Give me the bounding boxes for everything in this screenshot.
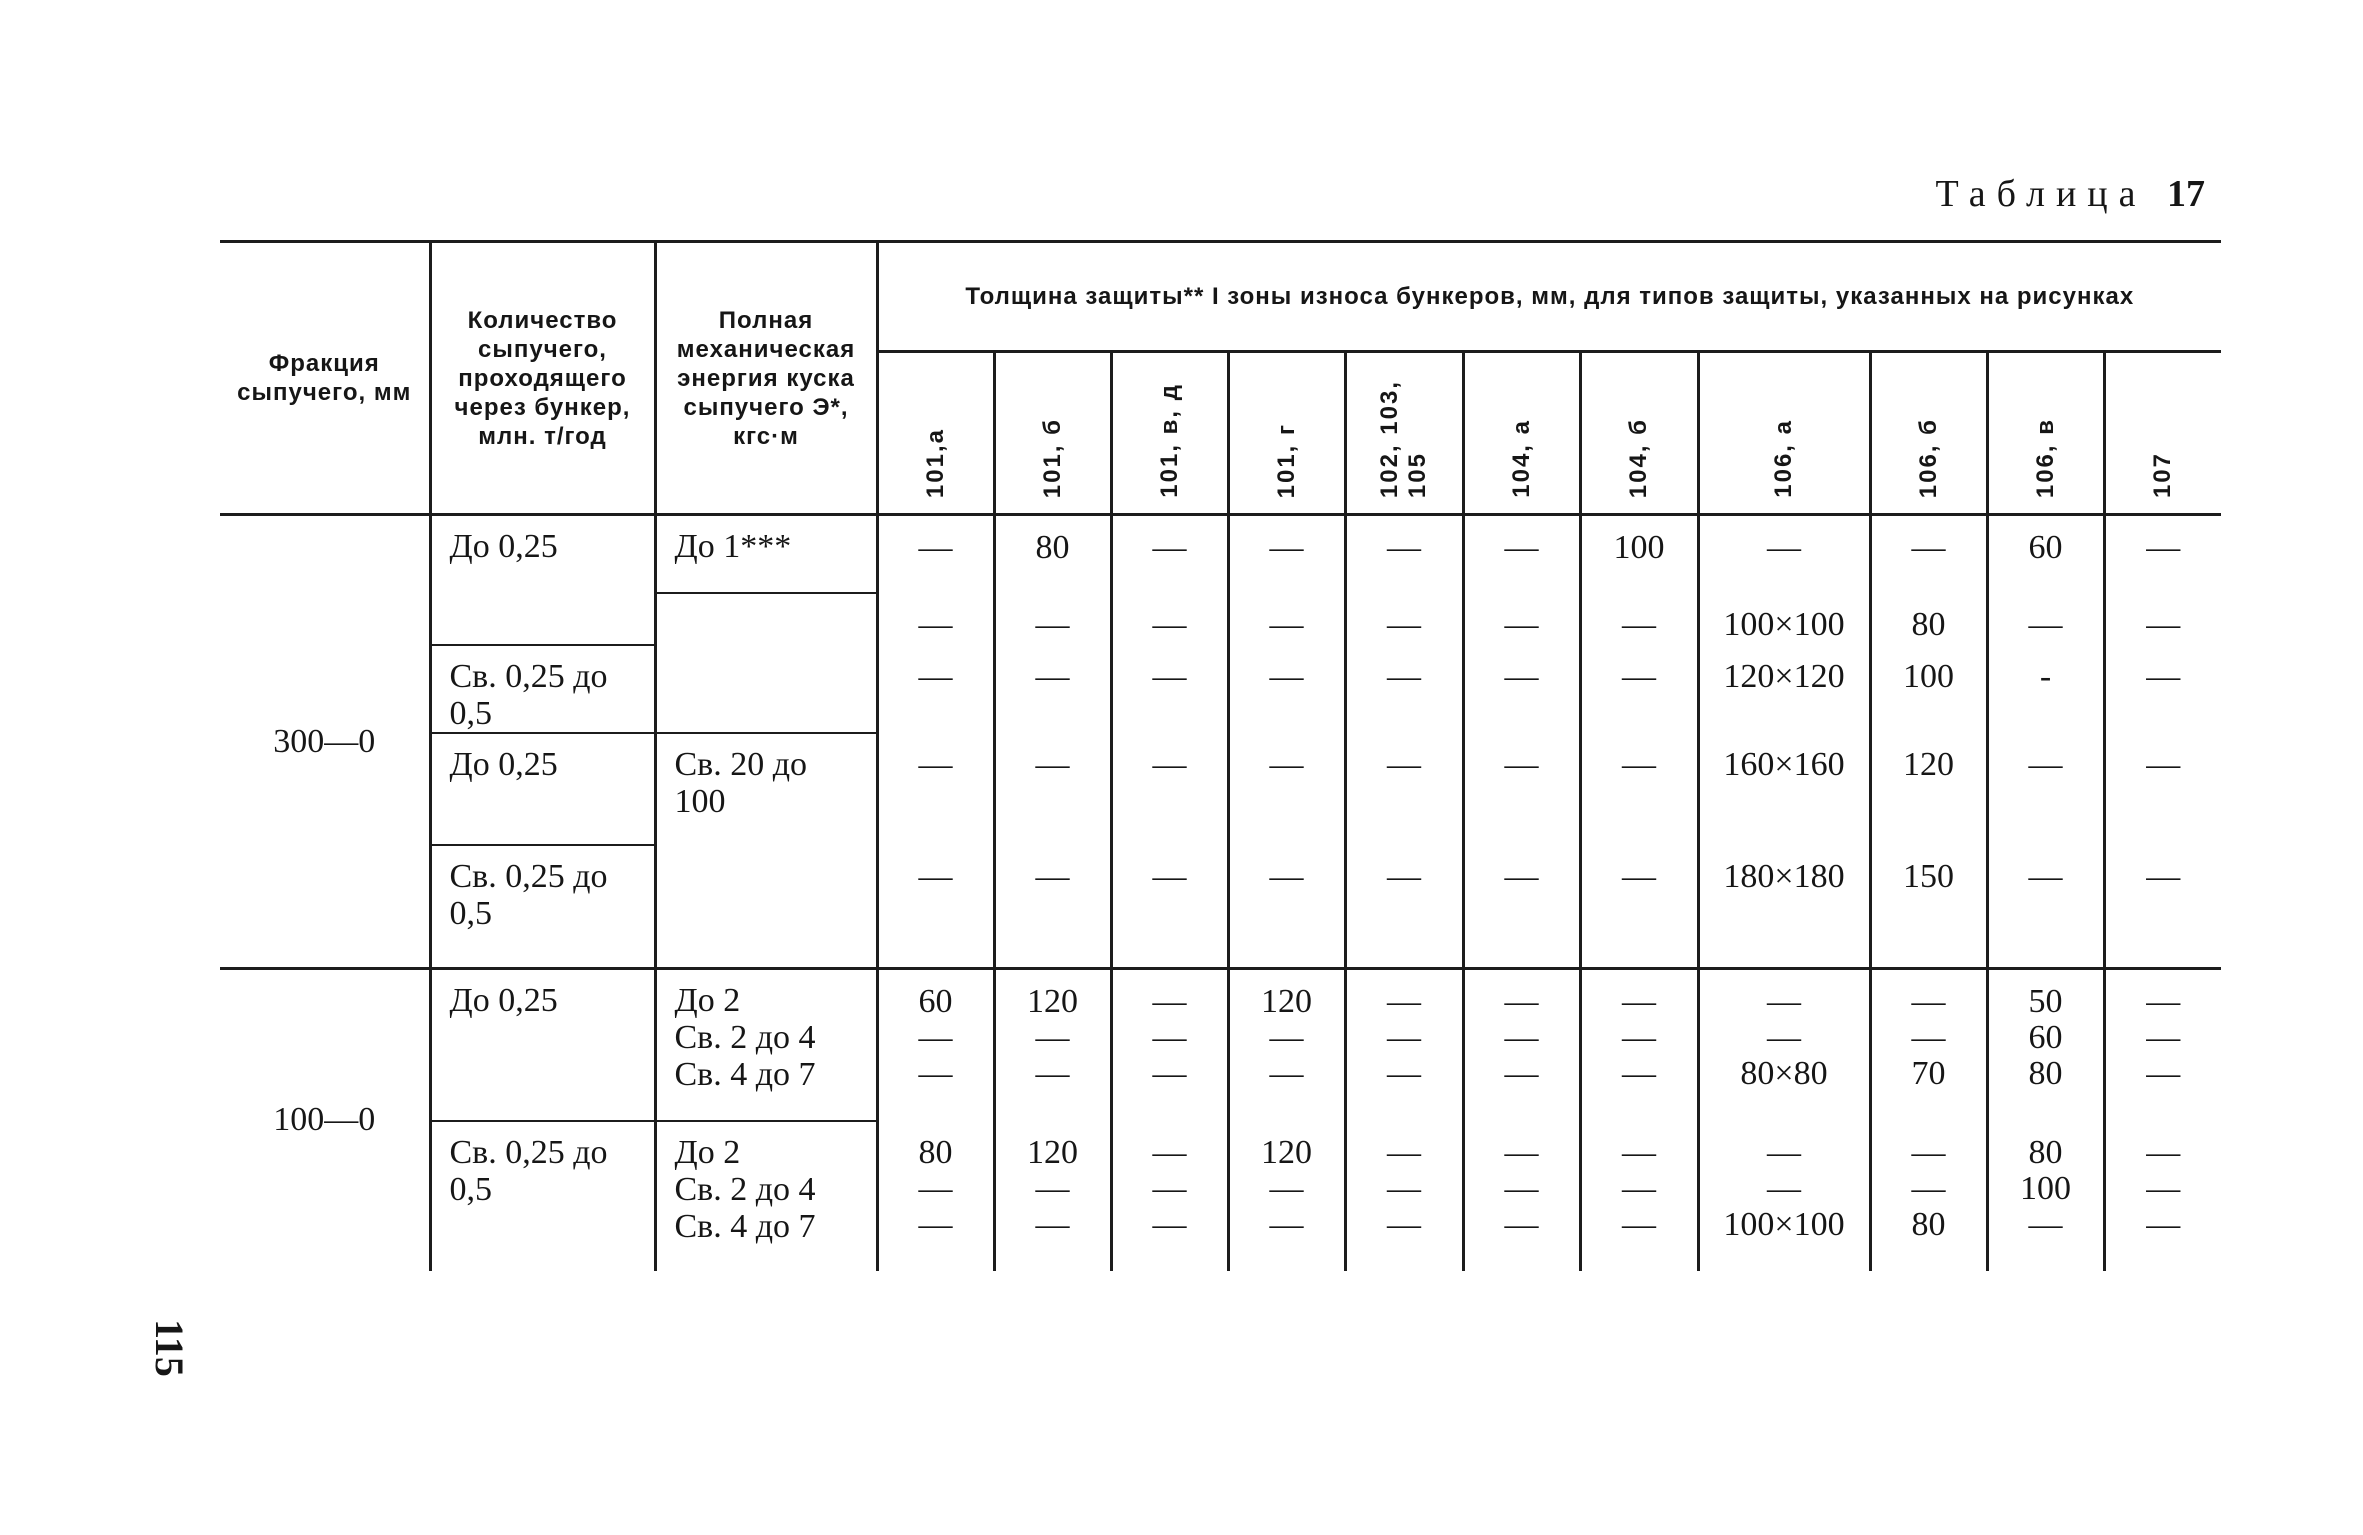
quantity-cell: До 0,25: [430, 515, 655, 645]
header-type-label: 104, б: [1625, 417, 1652, 498]
value-cell: — — —: [1463, 1121, 1580, 1271]
table-row: [220, 1121, 2221, 1271]
header-type-2: [1111, 352, 1228, 515]
header-type-label: 107: [2149, 451, 2177, 498]
header-type-label: 106, а: [1770, 419, 1797, 498]
value-cell: 100: [1870, 645, 1987, 733]
value-cell: 120: [1870, 733, 1987, 845]
table-caption: [1935, 172, 2205, 216]
value-cell: —: [1345, 845, 1463, 969]
value-cell: —: [2104, 645, 2221, 733]
fraction-cell: 100—0: [273, 1101, 376, 1139]
header-type-0: [877, 352, 994, 515]
value-cell: —: [994, 733, 1111, 845]
value-cell: 160×160: [1698, 733, 1870, 845]
value-cell: —: [1345, 593, 1463, 645]
header-type-label: 106, б: [1914, 417, 1942, 498]
quantity-cell: Св. 0,25 до 0,5: [430, 845, 655, 969]
caption-label: Таблица: [1935, 173, 2147, 215]
header-quantity: Количество сыпучего, проходящего через бункер, млн. т/год: [430, 242, 655, 515]
value-cell: —: [877, 645, 994, 733]
value-cell: —: [877, 733, 994, 845]
value-cell: —: [1463, 515, 1580, 593]
value-cell: 120 — —: [994, 969, 1111, 1121]
value-cell: 60: [1987, 515, 2104, 593]
header-type-label: 101, г: [1272, 422, 1300, 498]
value-cell: — — —: [1111, 1121, 1228, 1271]
header-type-label: 101,а: [921, 427, 949, 498]
value-cell: —: [1228, 593, 1345, 645]
table-row: [220, 845, 2221, 969]
value-cell: —: [2104, 733, 2221, 845]
header-fraction: Фракция сыпучего, мм: [220, 242, 430, 515]
value-cell: 100×100: [1698, 593, 1870, 645]
value-cell: —: [1463, 645, 1580, 733]
table-row: [220, 733, 2221, 845]
value-cell: —: [1228, 845, 1345, 969]
value-cell: —: [1580, 593, 1698, 645]
value-cell: —: [994, 645, 1111, 733]
value-cell: 120×120: [1698, 645, 1870, 733]
value-cell: 180×180: [1698, 845, 1870, 969]
value-cell: —: [1987, 733, 2104, 845]
energy-cell: До 2 Св. 2 до 4 Св. 4 до 7: [655, 1121, 877, 1271]
value-cell: 100: [1580, 515, 1698, 593]
data-table: [220, 240, 2221, 1271]
value-cell: —: [1987, 845, 2104, 969]
quantity-cell: Св. 0,25 до 0,5: [430, 1121, 655, 1271]
value-cell: 80: [994, 515, 1111, 593]
value-cell: — — 70: [1870, 969, 1987, 1121]
table-header: [220, 242, 2221, 515]
value-cell: — — —: [2104, 1121, 2221, 1271]
header-type-1: [994, 352, 1111, 515]
value-cell: —: [1580, 733, 1698, 845]
value-cell: 80 100 —: [1987, 1121, 2104, 1271]
value-cell: —: [1111, 733, 1228, 845]
value-cell: 50 60 80: [1987, 969, 2104, 1121]
value-cell: —: [1111, 515, 1228, 593]
value-cell: —: [1870, 515, 1987, 593]
energy-cell: [655, 593, 877, 733]
header-type-9: [1987, 352, 2104, 515]
header-energy: Полная механическая энергия куска сыпучего Э*, кгс·м: [655, 242, 877, 515]
quantity-cell: Св. 0,25 до 0,5: [430, 645, 655, 733]
value-cell: —: [994, 593, 1111, 645]
value-cell: — — —: [1580, 1121, 1698, 1271]
value-cell: — — 80×80: [1698, 969, 1870, 1121]
value-cell: —: [1228, 515, 1345, 593]
value-cell: —: [1228, 645, 1345, 733]
header-thickness: Толщина защиты** I зоны износа бункеров, мм, для типов защиты, указанных на рисунках: [877, 242, 2221, 352]
value-cell: —: [877, 593, 994, 645]
header-row: [220, 242, 2221, 352]
value-cell: —: [1111, 593, 1228, 645]
header-type-label: 101, в, д: [1155, 383, 1183, 498]
value-cell: —: [1580, 845, 1698, 969]
header-type-5: [1463, 352, 1580, 515]
value-cell: — — —: [1111, 969, 1228, 1121]
value-cell: — — 100×100: [1698, 1121, 1870, 1271]
value-cell: —: [2104, 515, 2221, 593]
value-cell: —: [877, 845, 994, 969]
energy-cell: Св. 20 до 100: [655, 733, 877, 969]
value-cell: —: [877, 515, 994, 593]
page-number: 115: [147, 1319, 193, 1377]
value-cell: — — —: [1463, 969, 1580, 1121]
header-type-label: 102, 103, 105: [1376, 379, 1431, 498]
header-type-10: [2104, 352, 2221, 515]
value-cell: —: [1987, 593, 2104, 645]
value-cell: —: [1463, 593, 1580, 645]
value-cell: —: [2104, 845, 2221, 969]
value-cell: —: [2104, 593, 2221, 645]
value-cell: —: [1111, 645, 1228, 733]
energy-cell: До 2 Св. 2 до 4 Св. 4 до 7: [655, 969, 877, 1121]
header-type-6: [1580, 352, 1698, 515]
value-cell: —: [1345, 733, 1463, 845]
value-cell: — — —: [2104, 969, 2221, 1121]
header-type-8: [1870, 352, 1987, 515]
value-cell: —: [1698, 515, 1870, 593]
value-cell: —: [1228, 733, 1345, 845]
header-type-3: [1228, 352, 1345, 515]
header-type-4: [1345, 352, 1463, 515]
value-cell: —: [1580, 645, 1698, 733]
caption-number: 17: [2167, 173, 2205, 215]
value-cell: — — —: [1580, 969, 1698, 1121]
value-cell: — — 80: [1870, 1121, 1987, 1271]
table-row: [220, 969, 2221, 1121]
value-cell: —: [1463, 733, 1580, 845]
value-cell: 150: [1870, 845, 1987, 969]
energy-cell: До 1***: [655, 515, 877, 593]
value-cell: 60 — —: [877, 969, 994, 1121]
table-body: [220, 515, 2221, 1271]
header-type-label: 106, в: [2031, 417, 2059, 498]
value-cell: 120 — —: [994, 1121, 1111, 1271]
value-cell: —: [1463, 845, 1580, 969]
value-cell: 120 — —: [1228, 969, 1345, 1121]
header-type-label: 101, б: [1038, 417, 1066, 498]
value-cell: —: [1345, 645, 1463, 733]
value-cell: —: [1345, 515, 1463, 593]
header-type-label: 104, а: [1507, 419, 1535, 498]
quantity-cell: До 0,25: [430, 969, 655, 1121]
table-row: [220, 515, 2221, 593]
fraction-cell: 300—0: [220, 515, 430, 969]
value-cell: —: [994, 845, 1111, 969]
value-cell: —: [1111, 845, 1228, 969]
header-type-7: [1698, 352, 1870, 515]
value-cell: 80: [1870, 593, 1987, 645]
value-cell: -: [1987, 645, 2104, 733]
value-cell: 120 — —: [1228, 1121, 1345, 1271]
table-row: [220, 645, 2221, 733]
value-cell: 80 — —: [877, 1121, 994, 1271]
quantity-cell: До 0,25: [430, 733, 655, 845]
value-cell: — — —: [1345, 1121, 1463, 1271]
value-cell: — — —: [1345, 969, 1463, 1121]
